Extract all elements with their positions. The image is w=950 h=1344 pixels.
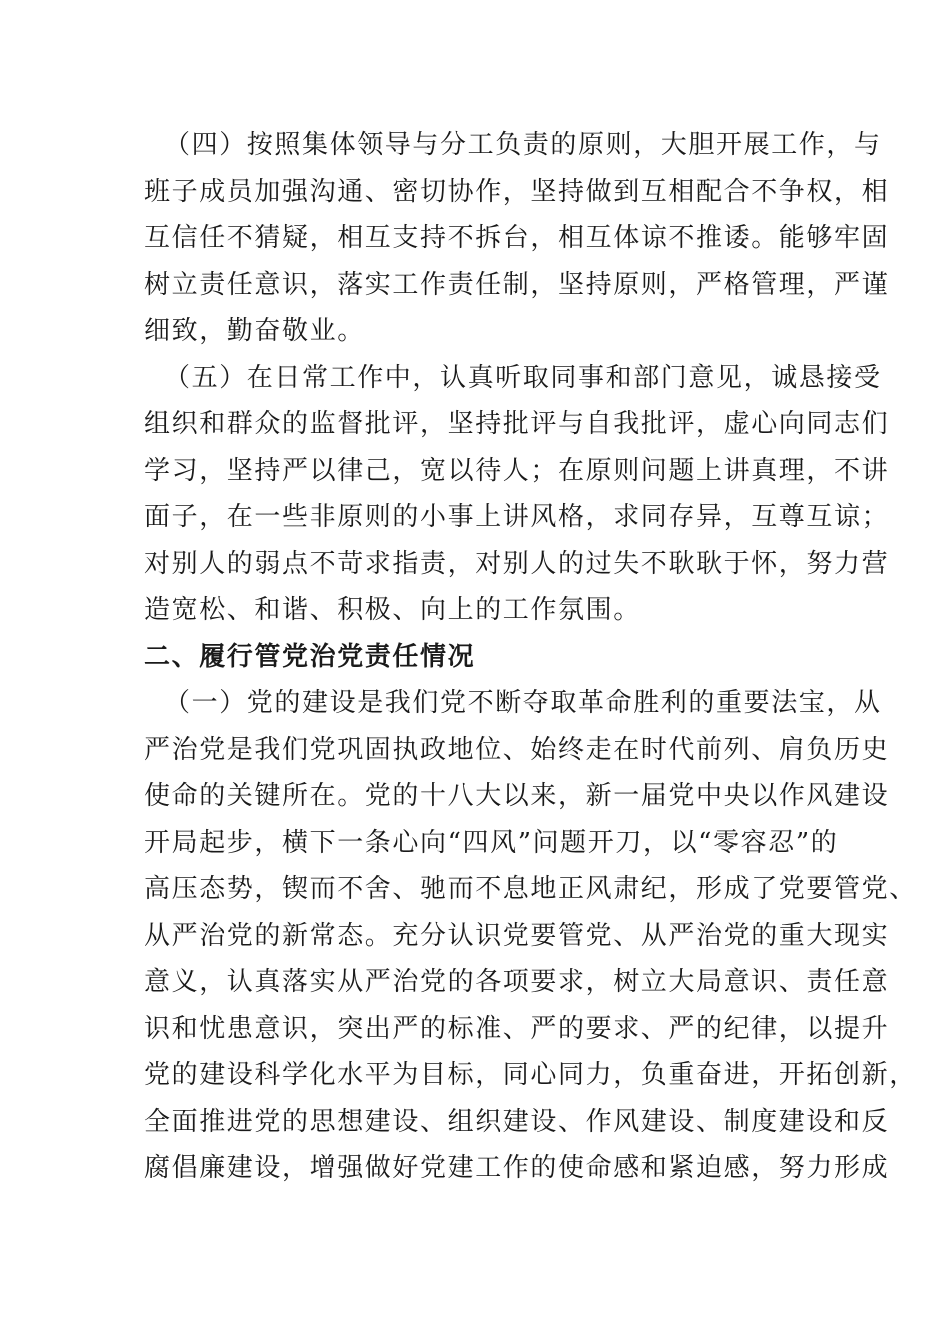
paragraph-four — [144, 122, 890, 355]
text-line: 腐倡廉建设，增强做好党建工作的使命感和紧迫感，努力形成 — [144, 1153, 890, 1183]
section-two-paragraph-one — [144, 680, 917, 1192]
text-line: 严治党是我们党巩固执政地位、始终走在时代前列、肩负历史 — [144, 734, 890, 765]
text-line: 树立责任意识，落实工作责任制，坚持原则，严格管理，严谨 — [144, 269, 890, 300]
text-line: 组织和群众的监督批评，坚持批评与自我批评，虚心向同志们 — [144, 409, 890, 439]
text-line: （五）在日常工作中，认真听取同事和部门意见，诚恳接受 — [164, 362, 882, 393]
text-line: 全面推进党的思想建设、组织建设、作风建设、制度建设和反 — [144, 1106, 890, 1137]
text-line: （四）按照集体领导与分工负责的原则，大胆开展工作，与 — [164, 130, 882, 160]
text-line: 党的建设科学化水平为目标，同心同力，负重奋进，开拓创新， — [144, 1060, 917, 1090]
text-line: 学习，坚持严以律己，宽以待人；在原则问题上讲真理，不讲 — [144, 455, 890, 486]
text-line: 从严治党的新常态。充分认识党要管党、从严治党的重大现实 — [144, 920, 890, 951]
paragraph-five — [144, 355, 890, 634]
text-line: 细致，勤奋敬业。 — [144, 316, 365, 346]
text-line: 使命的关键所在。党的十八大以来，新一届党中央以作风建设 — [144, 781, 890, 811]
text-line: 造宽松、和谐、积极、向上的工作氛围。 — [144, 595, 641, 625]
text-line: 班子成员加强沟通、密切协作，坚持做到互相配合不争权，相 — [144, 176, 890, 207]
text-line: （一）党的建设是我们党不断夺取革命胜利的重要法宝，从 — [164, 688, 882, 718]
text-line: 识和忧患意识，突出严的标准、严的要求、严的纪律，以提升 — [144, 1013, 890, 1044]
text-line: 面子，在一些非原则的小事上讲风格，求同存异，互尊互谅； — [144, 502, 890, 532]
document-body — [144, 122, 917, 1192]
text-line: 对别人的弱点不苛求指责，对别人的过失不耿耿于怀，努力营 — [144, 548, 890, 579]
text-line: 开局起步，横下一条心向“四风”问题开刀，以“零容忍”的 — [144, 827, 839, 858]
text-line: 互信任不猜疑，相互支持不拆台，相互体谅不推诿。能够牢固 — [144, 223, 890, 253]
text-line: 意义，认真落实从严治党的各项要求，树立大局意识、责任意 — [144, 967, 890, 997]
text-line: 高压态势，锲而不舍、驰而不息地正风肃纪，形成了党要管党、 — [144, 874, 917, 904]
section-two-heading: 二、履行管党治党责任情况 — [144, 641, 476, 672]
